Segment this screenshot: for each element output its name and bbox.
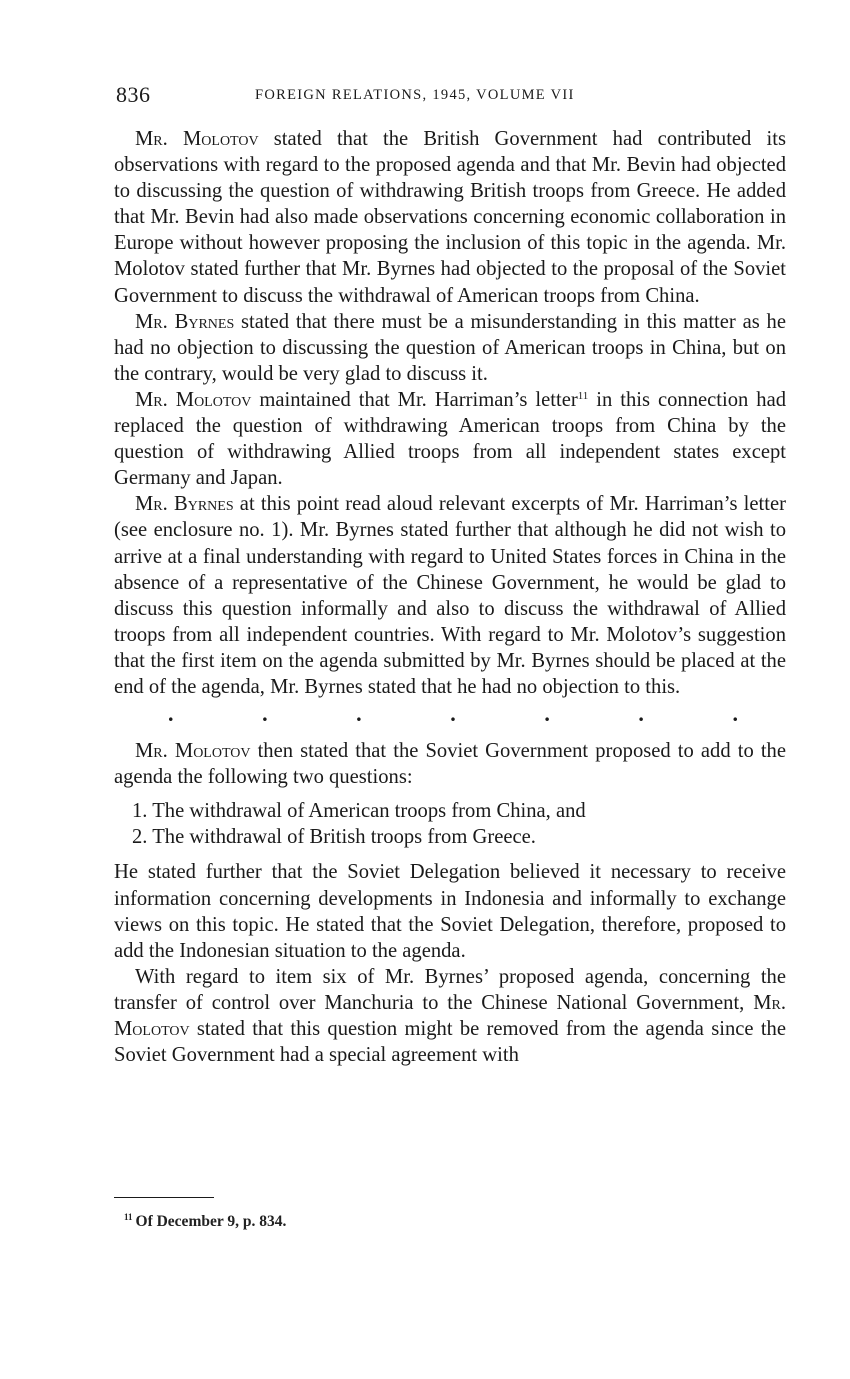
paragraph-1 — [114, 126, 786, 309]
speaker-name: Mr. Byrnes — [135, 310, 235, 333]
ellipsis-dot: . — [732, 701, 738, 727]
ellipsis-dot: . — [450, 701, 456, 727]
footnote-text: Of December 9, p. 834. — [135, 1213, 287, 1230]
body-text — [114, 126, 786, 1068]
paragraph-text: in this connection had replaced the question of withdrawing American troops from China by the question of withdrawing Allied troops from all independent states except Germany and Japan. — [114, 388, 787, 490]
paragraph-text: With regard to item six of Mr. Byrnes’ proposed agenda, concerning the transfer of control over Manchuria to the Chinese National Government, — [114, 965, 786, 1014]
list-item: 1. The withdrawal of American troops from China, and — [132, 800, 586, 823]
paragraph-3 — [114, 387, 786, 491]
paragraph-text: stated that the British Government had contributed its observations with regard to the proposed agenda and that Mr. Bevin had objected to discussing the question of withdrawing British troops from Greece. He added that Mr. Bevin had also made observations concerning economic collaboration in Europe without however proposing the inclusion of this topic in the agenda. Mr. Molotov stated further that Mr. Byrnes had objected to the proposal of the Soviet Government to discuss the withdrawal of American troops from China. — [114, 128, 786, 307]
list-item: 2. The withdrawal of British troops from Greece. — [132, 826, 536, 849]
speaker-name: Mr. Molotov — [135, 388, 252, 411]
paragraph-6: He stated further that the Soviet Delegation believed it necessary to receive information concerning developments in Indonesia and informally to exchange views on this topic. He stated that the Soviet Delegation, therefore, proposed to add the Indonesian situation to the agenda. — [114, 861, 786, 962]
speaker-name: Mr. Molotov — [114, 991, 786, 1040]
speaker-name: Mr. Byrnes — [135, 493, 234, 516]
paragraph-4 — [114, 491, 786, 700]
paragraph-text: at this point read aloud relevant excerpts of Mr. Harriman’s letter (see enclosure no. 1). Mr. Byrnes stated further that although he did not wish to arrive at a final understanding with regard to United States forces in China in the absence of a representative of the Chinese Government, he would be glad to discuss this question informally and also to discuss the withdrawal of Allied troops from all independent countries. With regard to Mr. Molotov’s suggestion that the first item on the agenda submitted by Mr. Byrnes should be placed at the end of the agenda, Mr. Byrnes stated that he had no objection to this. — [114, 493, 786, 698]
ellipsis-dot: . — [544, 701, 550, 727]
footnote-mark: 11 — [124, 1212, 133, 1222]
omission-ellipsis — [114, 701, 786, 730]
paragraph-text: then stated that the Soviet Government proposed to add to the agenda the following two questions: — [114, 740, 786, 789]
page-header — [116, 82, 786, 112]
ellipsis-dot: . — [262, 701, 268, 727]
paragraph-2 — [114, 309, 786, 387]
paragraph-text: stated that there must be a misunderstanding in this matter as he had no objection to discussing the question of American troops in China, but on the contrary, would be very glad to discuss it. — [114, 310, 786, 385]
paragraph-7 — [114, 964, 786, 1068]
ellipsis-dot: . — [356, 701, 362, 727]
paragraph-text: maintained that Mr. Harriman’s letter — [251, 388, 578, 411]
footnote — [124, 1212, 286, 1231]
paragraph-5 — [114, 738, 786, 790]
speaker-name: Mr. Molotov — [135, 740, 251, 763]
running-head: FOREIGN RELATIONS, 1945, VOLUME VII — [255, 87, 575, 103]
footnote-divider — [114, 1197, 214, 1198]
ellipsis-dot: . — [168, 701, 174, 727]
page-number: 836 — [116, 82, 151, 107]
ellipsis-dot: . — [638, 701, 644, 727]
speaker-name: Mr. Molotov — [135, 128, 259, 150]
paragraph-text: stated that this question might be removed from the agenda since the Soviet Government had a special agreement with — [114, 1018, 786, 1067]
footnote-reference: 11 — [577, 389, 589, 402]
agenda-questions-list — [114, 798, 786, 850]
